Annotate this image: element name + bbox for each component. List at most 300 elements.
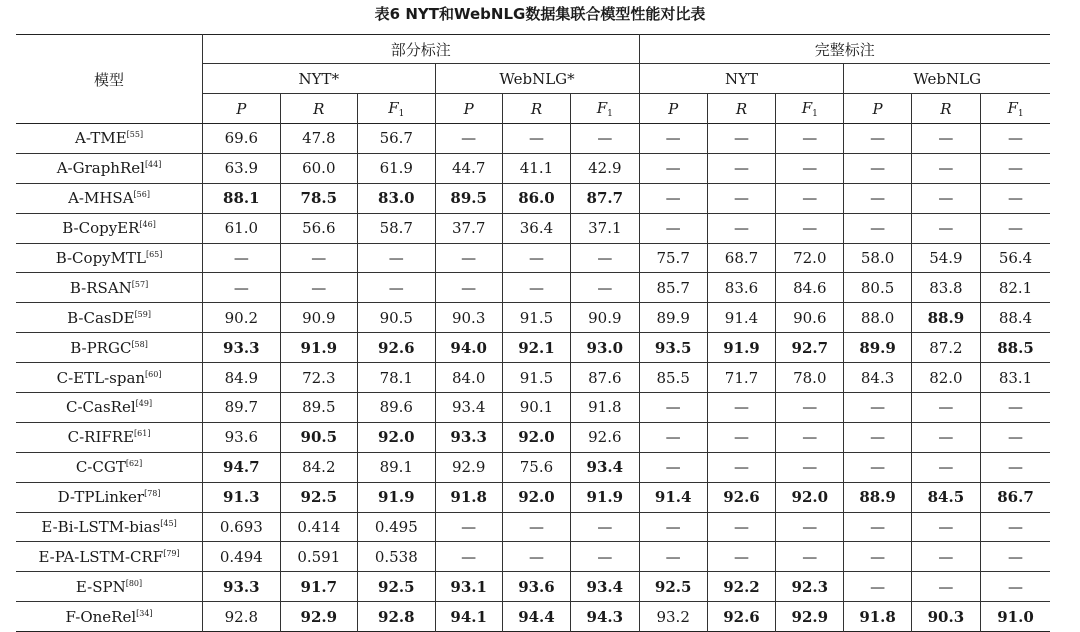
value-cell: —: [844, 572, 911, 602]
value-cell: 93.0: [571, 333, 639, 363]
value-cell: 83.6: [707, 273, 775, 303]
model-header: 模型: [16, 35, 203, 124]
value-cell: —: [911, 572, 980, 602]
model-name-cell: [16, 393, 203, 423]
value-cell: 78.5: [280, 183, 357, 213]
value-cell: 93.5: [639, 333, 707, 363]
model-name: E-Bi-LSTM-bias: [41, 518, 161, 537]
metric-header-p: [203, 94, 280, 124]
citation-ref: [44]: [144, 160, 162, 170]
value-cell: —: [981, 153, 1050, 183]
value-cell: 82.0: [911, 363, 980, 393]
value-cell: 92.1: [502, 333, 570, 363]
value-cell: —: [981, 512, 1050, 542]
value-cell: —: [435, 512, 502, 542]
value-cell: 84.5: [911, 482, 980, 512]
value-cell: 93.6: [203, 422, 280, 452]
value-cell: 0.495: [358, 512, 435, 542]
value-cell: —: [707, 153, 775, 183]
metric-subscript: 1: [607, 108, 613, 119]
value-cell: —: [639, 183, 707, 213]
value-cell: 90.6: [776, 303, 844, 333]
model-name: A-TME: [74, 129, 127, 148]
value-cell: 92.9: [280, 602, 357, 632]
value-cell: —: [911, 393, 980, 423]
metric-letter: P: [463, 99, 474, 118]
value-cell: 91.9: [707, 333, 775, 363]
value-cell: 37.1: [571, 213, 639, 243]
value-cell: 93.4: [571, 452, 639, 482]
value-cell: —: [981, 124, 1050, 154]
value-cell: 75.7: [639, 243, 707, 273]
value-cell: 80.5: [844, 273, 911, 303]
value-cell: 92.0: [358, 422, 435, 452]
value-cell: —: [707, 124, 775, 154]
value-cell: 87.2: [911, 333, 980, 363]
value-cell: —: [707, 542, 775, 572]
value-cell: 0.538: [358, 542, 435, 572]
value-cell: 91.3: [203, 482, 280, 512]
value-cell: —: [981, 422, 1050, 452]
value-cell: 88.9: [911, 303, 980, 333]
model-name-cell: [16, 512, 203, 542]
value-cell: 92.5: [280, 482, 357, 512]
value-cell: 93.3: [203, 572, 280, 602]
value-cell: 0.693: [203, 512, 280, 542]
value-cell: —: [911, 422, 980, 452]
citation-ref: [56]: [133, 190, 150, 200]
metric-header-p: [435, 94, 502, 124]
value-cell: 71.7: [707, 363, 775, 393]
value-cell: 88.4: [981, 303, 1050, 333]
value-cell: 90.9: [571, 303, 639, 333]
model-name-cell: [16, 153, 203, 183]
value-cell: —: [571, 512, 639, 542]
value-cell: —: [358, 273, 435, 303]
value-cell: —: [639, 452, 707, 482]
citation-ref: [62]: [125, 459, 143, 469]
value-cell: 85.5: [639, 363, 707, 393]
value-cell: 92.3: [776, 572, 844, 602]
value-cell: —: [502, 124, 570, 154]
metric-header-r: [502, 94, 570, 124]
model-name: E-PA-LSTM-CRF: [38, 547, 164, 566]
value-cell: 68.7: [707, 243, 775, 273]
value-cell: 89.6: [358, 393, 435, 423]
value-cell: 90.5: [358, 303, 435, 333]
value-cell: 56.4: [981, 243, 1050, 273]
value-cell: —: [358, 243, 435, 273]
metric-letter: F: [596, 98, 608, 117]
metric-header-p: [844, 94, 911, 124]
value-cell: 87.7: [571, 183, 639, 213]
metric-header-r: [280, 94, 357, 124]
citation-ref: [78]: [144, 489, 161, 499]
value-cell: 91.8: [435, 482, 502, 512]
value-cell: 90.2: [203, 303, 280, 333]
value-cell: 89.7: [203, 393, 280, 423]
value-cell: —: [502, 243, 570, 273]
value-cell: —: [639, 124, 707, 154]
value-cell: 89.5: [280, 393, 357, 423]
model-name: E-SPN: [75, 577, 126, 596]
value-cell: 92.0: [502, 422, 570, 452]
value-cell: 91.9: [358, 482, 435, 512]
value-cell: —: [203, 273, 280, 303]
value-cell: 78.0: [776, 363, 844, 393]
value-cell: 58.0: [844, 243, 911, 273]
value-cell: —: [844, 213, 911, 243]
model-name-cell: [16, 183, 203, 213]
model-name-cell: [16, 363, 203, 393]
model-name-cell: [16, 213, 203, 243]
value-cell: —: [502, 542, 570, 572]
model-name: C-CasRel: [66, 398, 136, 417]
value-cell: 47.8: [280, 124, 357, 154]
value-cell: 90.3: [911, 602, 980, 632]
value-cell: 84.9: [203, 363, 280, 393]
model-name-cell: [16, 452, 203, 482]
value-cell: 93.3: [435, 422, 502, 452]
value-cell: —: [981, 183, 1050, 213]
metric-subscript: 1: [398, 108, 405, 119]
value-cell: 84.2: [280, 452, 357, 482]
value-cell: 56.7: [358, 124, 435, 154]
table-body: [16, 124, 1050, 632]
value-cell: 92.0: [502, 482, 570, 512]
value-cell: —: [280, 243, 357, 273]
value-cell: —: [571, 542, 639, 572]
value-cell: 91.8: [571, 393, 639, 423]
value-cell: 91.8: [844, 602, 911, 632]
value-cell: —: [844, 542, 911, 572]
value-cell: —: [844, 124, 911, 154]
citation-ref: [34]: [136, 608, 153, 618]
value-cell: 37.7: [435, 213, 502, 243]
value-cell: —: [776, 512, 844, 542]
value-cell: —: [280, 273, 357, 303]
metric-letter: F: [388, 98, 399, 117]
value-cell: 41.1: [502, 153, 570, 183]
value-cell: —: [981, 572, 1050, 602]
value-cell: —: [639, 422, 707, 452]
value-cell: —: [776, 452, 844, 482]
value-cell: —: [435, 273, 502, 303]
table-row: [16, 393, 1050, 423]
citation-ref: [80]: [125, 578, 143, 588]
value-cell: 89.1: [358, 452, 435, 482]
value-cell: 92.2: [707, 572, 775, 602]
value-cell: —: [844, 512, 911, 542]
metric-header-r: [707, 94, 775, 124]
metric-letter: R: [530, 99, 543, 118]
model-name-cell: [16, 542, 203, 572]
value-cell: 86.0: [502, 183, 570, 213]
metric-letter: P: [668, 99, 679, 118]
model-name: F-OneRel: [65, 607, 137, 626]
value-cell: 90.1: [502, 393, 570, 423]
citation-ref: [45]: [160, 519, 177, 529]
value-cell: 88.5: [981, 333, 1050, 363]
model-name: B-PRGC: [70, 338, 132, 357]
value-cell: 72.0: [776, 243, 844, 273]
value-cell: —: [844, 422, 911, 452]
value-cell: —: [776, 542, 844, 572]
value-cell: 91.0: [981, 602, 1050, 632]
metric-subscript: 1: [812, 108, 818, 119]
value-cell: 92.6: [707, 602, 775, 632]
value-cell: 94.4: [502, 602, 570, 632]
value-cell: —: [571, 243, 639, 273]
value-cell: 85.7: [639, 273, 707, 303]
value-cell: 92.8: [358, 602, 435, 632]
model-name-cell: [16, 124, 203, 154]
value-cell: 89.9: [639, 303, 707, 333]
model-name: C-RIFRE: [67, 428, 135, 447]
metric-header-f: [571, 94, 639, 124]
value-cell: 89.5: [435, 183, 502, 213]
metric-letter: R: [940, 99, 952, 118]
value-cell: 61.0: [203, 213, 280, 243]
metric-letter: F: [801, 98, 813, 117]
value-cell: —: [844, 452, 911, 482]
table-row: [16, 542, 1050, 572]
model-name-cell: [16, 333, 203, 363]
model-name: A-GraphRel: [56, 159, 145, 178]
value-cell: 83.1: [981, 363, 1050, 393]
value-cell: —: [571, 124, 639, 154]
table-row: [16, 213, 1050, 243]
citation-ref: [79]: [163, 548, 180, 558]
value-cell: 93.4: [571, 572, 639, 602]
value-cell: —: [639, 213, 707, 243]
table-row: [16, 482, 1050, 512]
value-cell: —: [776, 393, 844, 423]
value-cell: 93.4: [435, 393, 502, 423]
value-cell: —: [911, 153, 980, 183]
model-name-cell: [16, 243, 203, 273]
table-row: [16, 153, 1050, 183]
value-cell: —: [844, 153, 911, 183]
citation-ref: [61]: [134, 429, 151, 439]
value-cell: —: [639, 512, 707, 542]
value-cell: —: [776, 153, 844, 183]
value-cell: —: [911, 213, 980, 243]
model-name: D-TPLinker: [57, 488, 145, 507]
citation-ref: [58]: [131, 339, 148, 349]
value-cell: 92.0: [776, 482, 844, 512]
value-cell: 83.8: [911, 273, 980, 303]
value-cell: —: [639, 153, 707, 183]
value-cell: 92.9: [776, 602, 844, 632]
value-cell: 93.6: [502, 572, 570, 602]
table-row: [16, 572, 1050, 602]
value-cell: 91.4: [639, 482, 707, 512]
value-cell: 42.9: [571, 153, 639, 183]
metric-letter: P: [872, 99, 883, 118]
value-cell: 0.494: [203, 542, 280, 572]
value-cell: —: [776, 422, 844, 452]
value-cell: —: [707, 183, 775, 213]
model-name: C-CGT: [75, 458, 126, 477]
value-cell: 92.6: [571, 422, 639, 452]
value-cell: —: [707, 422, 775, 452]
value-cell: —: [911, 124, 980, 154]
model-name-cell: [16, 303, 203, 333]
value-cell: —: [911, 512, 980, 542]
value-cell: —: [639, 393, 707, 423]
value-cell: 92.6: [358, 333, 435, 363]
value-cell: —: [844, 183, 911, 213]
table-caption: 表6 NYT和WebNLG数据集联合模型性能对比表: [374, 5, 706, 23]
value-cell: 44.7: [435, 153, 502, 183]
value-cell: 54.9: [911, 243, 980, 273]
model-name-cell: [16, 273, 203, 303]
value-cell: 93.1: [435, 572, 502, 602]
value-cell: 93.2: [639, 602, 707, 632]
citation-ref: [57]: [131, 279, 149, 289]
value-cell: 36.4: [502, 213, 570, 243]
model-name-cell: [16, 482, 203, 512]
model-name: C-ETL-span: [56, 368, 146, 387]
value-cell: —: [981, 393, 1050, 423]
model-name: B-CasDE: [67, 308, 135, 327]
value-cell: —: [707, 512, 775, 542]
value-cell: —: [776, 183, 844, 213]
value-cell: 94.3: [571, 602, 639, 632]
metric-header-p: [639, 94, 707, 124]
table-row: [16, 124, 1050, 154]
value-cell: 91.7: [280, 572, 357, 602]
value-cell: 88.9: [844, 482, 911, 512]
value-cell: 92.5: [358, 572, 435, 602]
value-cell: —: [707, 213, 775, 243]
value-cell: 88.0: [844, 303, 911, 333]
value-cell: 90.5: [280, 422, 357, 452]
metric-header-f: [358, 94, 435, 124]
value-cell: 91.4: [707, 303, 775, 333]
value-cell: —: [776, 213, 844, 243]
citation-ref: [55]: [126, 130, 144, 140]
value-cell: 75.6: [502, 452, 570, 482]
performance-table: [16, 34, 1050, 632]
model-name: B-RSAN: [69, 278, 132, 297]
table-row: [16, 273, 1050, 303]
citation-ref: [65]: [145, 250, 163, 259]
value-cell: 92.6: [707, 482, 775, 512]
value-cell: 92.8: [203, 602, 280, 632]
metric-letter: R: [313, 99, 325, 118]
value-cell: —: [203, 243, 280, 273]
metric-header-f: [981, 94, 1050, 124]
value-cell: 82.1: [981, 273, 1050, 303]
value-cell: 56.6: [280, 213, 357, 243]
table-row: [16, 243, 1050, 273]
value-cell: 91.5: [502, 363, 570, 393]
metric-letter: R: [735, 99, 748, 118]
model-name: B-CopyMTL: [55, 249, 146, 267]
metric-letter: P: [236, 99, 247, 118]
model-name-cell: [16, 422, 203, 452]
value-cell: 87.6: [571, 363, 639, 393]
metric-header-r: [911, 94, 980, 124]
value-cell: —: [981, 213, 1050, 243]
dataset-header-nyt-star: NYT*: [203, 64, 435, 94]
table-row: [16, 363, 1050, 393]
value-cell: 72.3: [280, 363, 357, 393]
metric-subscript: 1: [1017, 108, 1024, 119]
value-cell: —: [911, 542, 980, 572]
model-name: B-CopyER: [62, 219, 140, 238]
value-cell: 90.9: [280, 303, 357, 333]
dataset-header-nyt: NYT: [639, 64, 844, 94]
metric-header-f: [776, 94, 844, 124]
value-cell: 60.0: [280, 153, 357, 183]
value-cell: —: [776, 124, 844, 154]
value-cell: 69.6: [203, 124, 280, 154]
value-cell: 88.1: [203, 183, 280, 213]
value-cell: —: [502, 512, 570, 542]
value-cell: —: [911, 183, 980, 213]
citation-ref: [59]: [134, 309, 151, 319]
value-cell: 93.3: [203, 333, 280, 363]
value-cell: 84.6: [776, 273, 844, 303]
partial-annotation-header: 部分标注: [203, 35, 639, 64]
citation-ref: [60]: [145, 369, 162, 379]
value-cell: 78.1: [358, 363, 435, 393]
value-cell: 94.7: [203, 452, 280, 482]
value-cell: —: [502, 273, 570, 303]
value-cell: 86.7: [981, 482, 1050, 512]
dataset-header-webnlg-star: WebNLG*: [435, 64, 639, 94]
value-cell: —: [844, 393, 911, 423]
value-cell: —: [911, 452, 980, 482]
table-row: [16, 452, 1050, 482]
full-annotation-header: 完整标注: [639, 35, 1050, 64]
dataset-header-webnlg: WebNLG: [844, 64, 1050, 94]
value-cell: —: [639, 542, 707, 572]
value-cell: —: [435, 542, 502, 572]
value-cell: 91.9: [280, 333, 357, 363]
value-cell: 92.9: [435, 452, 502, 482]
value-cell: 63.9: [203, 153, 280, 183]
value-cell: 94.0: [435, 333, 502, 363]
value-cell: 84.3: [844, 363, 911, 393]
value-cell: 61.9: [358, 153, 435, 183]
value-cell: —: [981, 452, 1050, 482]
value-cell: 91.5: [502, 303, 570, 333]
value-cell: 84.0: [435, 363, 502, 393]
value-cell: 91.9: [571, 482, 639, 512]
value-cell: 58.7: [358, 213, 435, 243]
value-cell: —: [981, 542, 1050, 572]
table-row: [16, 303, 1050, 333]
value-cell: 83.0: [358, 183, 435, 213]
citation-ref: [49]: [135, 399, 153, 409]
value-cell: —: [435, 124, 502, 154]
value-cell: 89.9: [844, 333, 911, 363]
value-cell: 0.591: [280, 542, 357, 572]
citation-ref: [46]: [139, 220, 156, 230]
table-row: [16, 183, 1050, 213]
value-cell: 94.1: [435, 602, 502, 632]
table-row: [16, 602, 1050, 632]
value-cell: 0.414: [280, 512, 357, 542]
model-name: A-MHSA: [68, 189, 134, 208]
metric-letter: F: [1007, 98, 1018, 117]
table-row: [16, 512, 1050, 542]
value-cell: 92.7: [776, 333, 844, 363]
